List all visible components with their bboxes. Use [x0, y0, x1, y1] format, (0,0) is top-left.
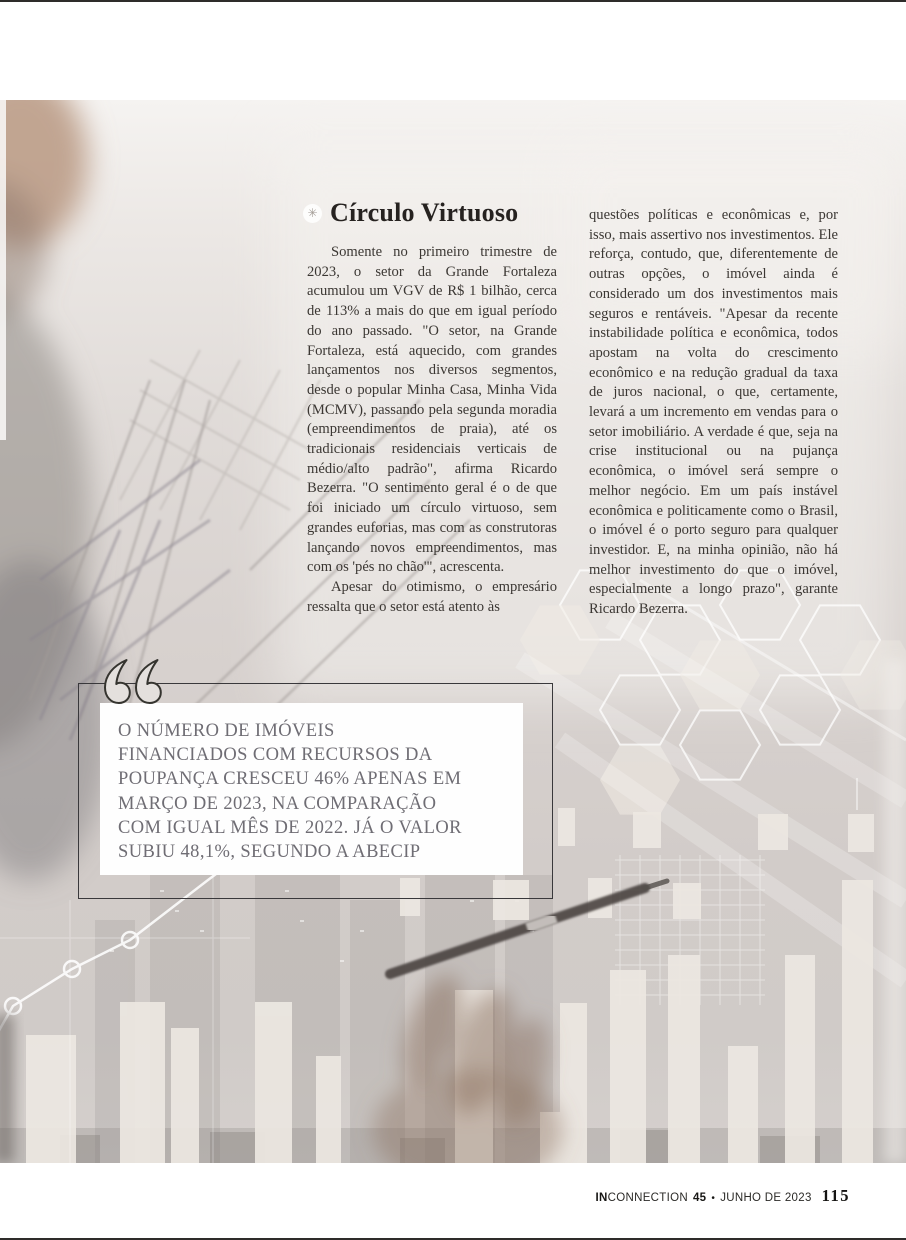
pull-quote-text: MARÇO DE 2023, NA COMPARAÇÃO	[118, 793, 437, 814]
asterisk-glyph: ✳	[307, 206, 318, 220]
article-header	[303, 198, 518, 228]
pull-quote-text: COM IGUAL MÊS DE 2022. JÁ O VALOR	[118, 817, 462, 838]
page-number: 115	[821, 1186, 850, 1205]
brand-regular: CONNECTION	[607, 1192, 688, 1204]
asterisk-badge-icon	[303, 204, 322, 223]
brand-bold: IN	[595, 1192, 608, 1204]
article-column-left	[307, 243, 557, 617]
page-left-sliver	[0, 100, 6, 440]
edition-date: JUNHO DE 2023	[720, 1192, 812, 1204]
right-edge-glow	[884, 660, 906, 1163]
page-top-edge	[0, 0, 906, 2]
pull-quote-text: O NÚMERO DE IMÓVEIS	[118, 721, 335, 741]
pull-quote-text: POUPANÇA CRESCEU 46% APENAS EM	[118, 769, 462, 790]
body-paragraph: Somente no primeiro trimestre de 2023, o setor da Grande Fortaleza acumulou um VGV de R$ 1 bilhão, cerca de 113% a mais do que em igual período do ano passado. "O setor, na Grande Fortaleza, está aquecido, com grandes lançamentos nos diversos segmentos, desde o popular Minha Casa, Minha Vida (MCMV), passando pela segunda moradia (empreendimentos de praia), até os tradicionais residenciais verticais de médio/alto padrão", afirma Ricardo Bezerra. "O sentimento geral é o de que foi iniciado um círculo virtuoso, sem grandes euforias, mas com as construtoras lançando novos empreendimentos, mas com os 'pés no chão'", acrescenta.	[307, 244, 557, 576]
body-paragraph: questões políticas e econômicas e, por isso, mais assertivo nos investimentos. Ele reforça, contudo, que, diferentemente de outras opções, o imóvel ainda é considerado um dos investimentos mais seguros e rentáveis. "Apesar da recente instabilidade política e econômica, todos apostam na volta do crescimento econômico e na redução gradual da taxa de juros nacional, o que, certamente, levará a um incremento em vendas para o setor imobiliário. A verdade é que, seja na crise institucional ou na pujança econômica, o imóvel será sempre o melhor negócio. Em um país instável econômica e politicamente como o Brasil, o imóvel é o porto seguro para qualquer investidor. E, na minha opinião, não há melhor investimento do que o imóvel, especialmente a longo prazo", garante Ricardo Bezerra.	[589, 207, 838, 618]
pull-quote-text: FINANCIADOS COM RECURSOS DA	[118, 745, 433, 766]
article-column-right	[589, 206, 838, 620]
dark-corner-shape	[0, 1015, 14, 1163]
bullet-separator: •	[711, 1193, 716, 1204]
page-footer	[596, 1186, 850, 1206]
body-paragraph: Apesar do otimismo, o empresário ressalta que o setor está atento às	[307, 578, 557, 615]
quotation-marks-icon	[102, 658, 164, 712]
article-title: Círculo Virtuoso	[330, 198, 519, 227]
issue-number: 45	[692, 1192, 707, 1204]
pull-quote-text: SUBIU 48,1%, SEGUNDO A ABECIP	[118, 842, 421, 863]
pull-quote-panel	[100, 703, 523, 875]
